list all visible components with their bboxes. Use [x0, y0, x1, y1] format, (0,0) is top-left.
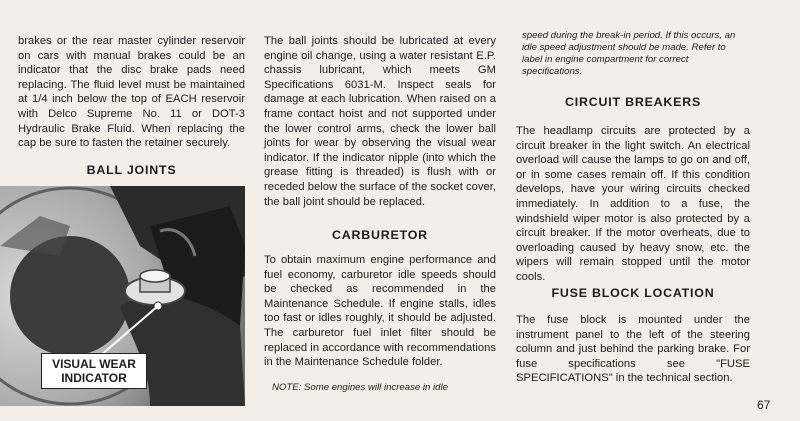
fuse-block-paragraph: The fuse block is mounted under the instrument panel to the left of the steering column and just behind the parking brake. For fuse specifications see "FUSE SPECIFICATIONS" in the technical section.	[516, 314, 750, 385]
carburetor-heading: CARBURETOR	[332, 228, 428, 242]
column-right	[516, 0, 750, 421]
ball-joints-heading: BALL JOINTS	[86, 163, 177, 177]
figure-label-line-1: VISUAL WEAR	[52, 357, 136, 371]
brake-fluid-paragraph: brakes or the rear master cylinder reservoir on cars with manual brakes could be an indicator that the disc brake pads need replacing. The fluid level must be maintained at 1/4 inch below the top of EACH reservoir with Delco Supreme No. 11 or DOT-3 Hydraulic Brake Fluid. When replacing the cap be sure to fasten the retainer securely.	[18, 35, 245, 150]
circuit-breakers-paragraph: The headlamp circuits are protected by a circuit breaker in the light switch. An electrical overload will cause the lamps to go on and off, or in some cases remain off. If this condition develops, have your wiring circuits checked immediately. In addition to a fuse, the windshield wiper motor is also protected by a circuit breaker. If the motor overheats, due to overloading caused by heavy snow, etc. the wipers will remain stopped until the motor cools.	[516, 125, 750, 283]
circuit-breakers-heading: CIRCUIT BREAKERS	[564, 95, 702, 109]
carburetor-note: NOTE: Some engines will increase in idle	[272, 382, 448, 393]
carburetor-paragraph: To obtain maximum engine performance and fuel economy, carburetor idle speeds should be checked as recommended in the Maintenance Schedule. If engine stalls, idles too fast or idles roughly, it should be adjusted. The carburetor fuel inlet filter should be replaced in accordance with recommendations in the Maintenance Schedule folder.	[264, 254, 496, 369]
page-number: 67	[757, 398, 771, 412]
idle-speed-note: speed during the break-in period. If this occurs, an idle speed adjustment should be made. Refer to label in engine compartment for correct specifications.	[522, 30, 736, 77]
visual-wear-indicator-label	[41, 353, 147, 389]
figure-label-line-2: INDICATOR	[61, 371, 127, 385]
column-middle	[264, 0, 496, 421]
fuse-block-heading: FUSE BLOCK LOCATION	[551, 286, 715, 300]
ball-joints-paragraph: The ball joints should be lubricated at every engine oil change, using a water resistant E.P. chassis lubricant, which meets GM Specifications 6031-M. Inspect seals for damage at each lubrication. When raised on a frame contact hoist and not supported under the lower control arms, check the lower ball joints for wear by observing the visual wear indicator. If the indicator nipple (into which the grease fitting is threaded) is flush with or receded below the surface of the socket cover, the ball joint should be replaced.	[264, 35, 496, 208]
